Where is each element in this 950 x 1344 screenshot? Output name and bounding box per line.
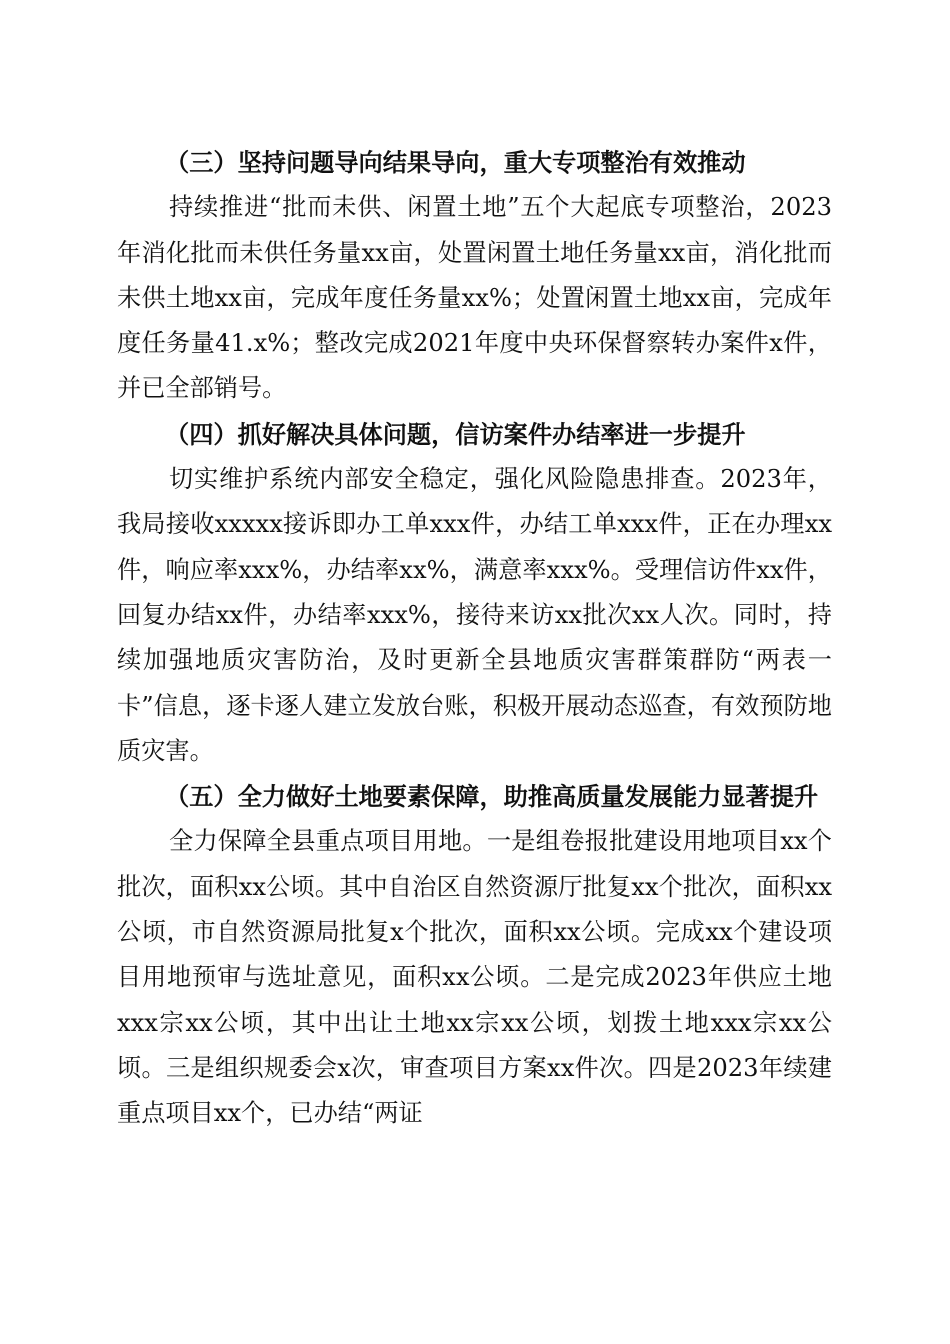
section-heading-3: （三）坚持问题导向结果导向，重大专项整治有效推动 — [165, 148, 746, 177]
section-paragraph-4: 切实维护系统内部安全稳定，强化风险隐患排查。2023年，我局接收xxxxx接诉即办工单xxx件，办结工单xxx件，正在办理xx件，响应率xxx%，办结率xx%，满意率xxx%。受理信访件xx件，回复办结xx件，办结率xxx%，接待来访xx批次xx人次。同时，持续加强地质灾害防治，及时更新全县地质灾害群策群防“两表一卡”信息，逐卡逐人建立发放台账，积极开展动态巡查，有效预防地质灾害。 — [117, 465, 832, 765]
section-paragraph-3: 持续推进“批而未供、闲置土地”五个大起底专项整治，2023年消化批而未供任务量xx亩，处置闲置土地任务量xx亩，消化批而未供土地xx亩，完成年度任务量xx%；处置闲置土地xx亩，完成年度任务量41.x%；整改完成2021年度中央环保督察转办案件x件，并已全部销号。 — [117, 193, 832, 403]
section-heading-5: （五）全力做好土地要素保障，助推高质量发展能力显著提升 — [165, 782, 819, 812]
document-body — [117, 140, 832, 1137]
section-paragraph-5: 全力保障全县重点项目用地。一是组卷报批建设用地项目xx个批次，面积xx公顷。其中自治区自然资源厅批复xx个批次，面积xx公顷，市自然资源局批复x个批次，面积xx公顷。完成xx个建设项目用地预审与选址意见，面积xx公顷。二是完成2023年供应土地xxx宗xx公顷，其中出让土地xx宗xx公顷，划拨土地xxx宗xx公顷。三是组织规委会x次，审查项目方案xx件次。四是2023年续建重点项目xx个，已办结“两证 — [117, 827, 832, 1128]
section-heading-4: （四）抓好解决具体问题，信访案件办结率进一步提升 — [165, 419, 746, 449]
